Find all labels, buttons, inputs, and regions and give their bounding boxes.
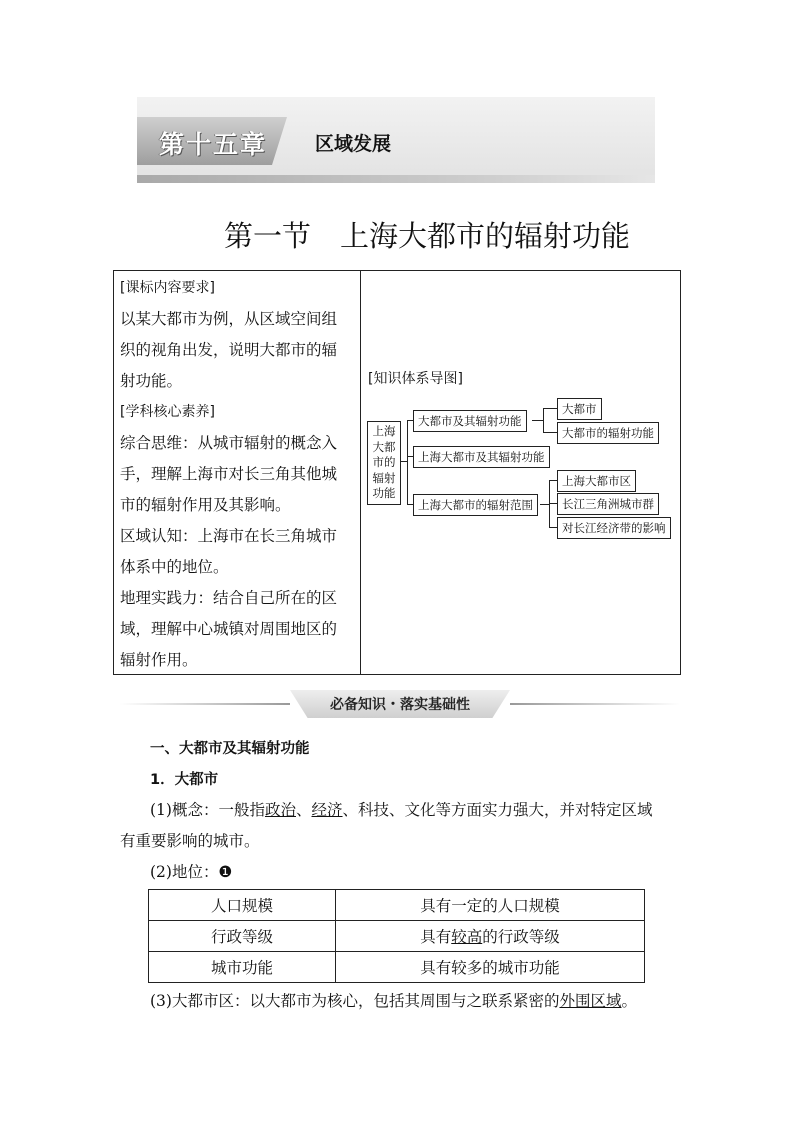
requirements-line: 以某大都市为例，从区域空间组: [120, 310, 338, 328]
table-cell: 行政等级: [149, 921, 336, 952]
text: 具有较多的城市功能: [420, 959, 560, 977]
root-char: 功能: [372, 486, 396, 500]
root-char: 辐射: [372, 470, 396, 485]
text: (3)大都市区：以大都市为核心，包括其周围与之联系紧密的: [150, 992, 560, 1010]
table-cell: [336, 890, 645, 921]
concept-line-2: 有重要影响的城市。: [120, 832, 260, 850]
connector: [532, 420, 543, 421]
box-divider: [360, 271, 361, 674]
chapter-number: 第十五章: [159, 130, 268, 159]
requirements-line: 射功能。: [120, 372, 183, 390]
requirements-line: 织的视角出发，说明大都市的辐: [120, 341, 338, 359]
mind-map-branch-2: 上海大都市及其辐射功能: [413, 446, 550, 468]
root-char: 大都: [372, 439, 396, 454]
text: 具有一定的人口规模: [420, 897, 560, 915]
literacy-heading: [学科核心素养]: [120, 404, 215, 420]
mind-map-leaf: 大都市: [557, 398, 602, 420]
root-char: 市的: [372, 455, 396, 469]
mind-map-leaf: 长江三角洲城市群: [557, 493, 659, 515]
literacy-line: 体系中的地位。: [120, 558, 229, 576]
literacy-line: 市的辐射作用及其影响。: [120, 496, 291, 514]
position-line: [150, 860, 232, 882]
section-divider: [120, 690, 680, 718]
text: 。: [621, 992, 637, 1010]
root-char: 上海: [372, 424, 396, 438]
part-heading: 一、大都市及其辐射功能: [150, 741, 310, 757]
marker-icon: ❶: [218, 863, 233, 881]
position-table: [148, 889, 645, 983]
section-title: 第一节 上海大都市的辐射功能: [223, 219, 630, 253]
concept-line-1: [150, 798, 653, 820]
mind-map-branch-1: 大都市及其辐射功能: [413, 410, 527, 432]
mind-map-branch-3: 上海大都市的辐射范围: [413, 494, 538, 516]
item-heading: 1．大都市: [150, 772, 219, 788]
metro-area-line: [150, 989, 637, 1011]
text: 、: [295, 801, 312, 819]
table-row: [149, 921, 645, 952]
chapter-title: 区域发展: [315, 133, 392, 155]
underlined-term: 政治: [264, 801, 296, 819]
literacy-line: 辐射作用。: [120, 651, 198, 669]
table-cell: [336, 921, 645, 952]
connector: [540, 504, 549, 505]
connector: [549, 503, 557, 504]
objectives-box: [113, 270, 681, 675]
text: 具有: [420, 928, 452, 946]
literacy-line: 地理实践力：结合自己所在的区: [120, 589, 338, 607]
banner-underline: [137, 175, 655, 183]
literacy-line: 区域认知：上海市在长三角城市: [120, 527, 338, 545]
underlined-term: 外围区域: [559, 992, 622, 1010]
text: 、科技、文化等方面实力强大，并对特定区域: [342, 801, 653, 819]
connector: [543, 408, 557, 409]
table-row: [149, 890, 645, 921]
objectives-text: [120, 273, 358, 676]
mind-map-leaf: 大都市的辐射功能: [557, 422, 659, 444]
literacy-line: 域，理解中心城镇对周围地区的: [120, 620, 338, 638]
mind-map-leaf: 上海大都市区: [557, 470, 636, 492]
requirements-heading: [课标内容要求]: [120, 280, 215, 296]
literacy-line: 综合思维：从城市辐射的概念入: [120, 434, 338, 452]
mind-map-heading: [知识体系导图]: [368, 371, 463, 387]
connector: [543, 432, 557, 433]
text: (1)概念：一般指: [150, 801, 265, 819]
text: (2)地位：: [150, 863, 219, 881]
connector: [407, 420, 408, 504]
connector: [543, 408, 544, 432]
text: 的行政等级: [482, 928, 560, 946]
connector: [549, 527, 557, 528]
table-row: [149, 952, 645, 983]
mind-map-root: [367, 421, 401, 505]
table-cell: [336, 952, 645, 983]
literacy-line: 手，理解上海市对长三角其他城: [120, 465, 338, 483]
mind-map-leaf: 对长江经济带的影响: [557, 517, 671, 539]
connector: [549, 480, 557, 481]
underlined-term: 较高: [451, 928, 483, 946]
table-cell: 人口规模: [149, 890, 336, 921]
divider-label: 必备知识・落实基础性: [330, 697, 470, 713]
table-cell: 城市功能: [149, 952, 336, 983]
chapter-banner: [137, 97, 655, 183]
underlined-term: 经济: [311, 801, 343, 819]
